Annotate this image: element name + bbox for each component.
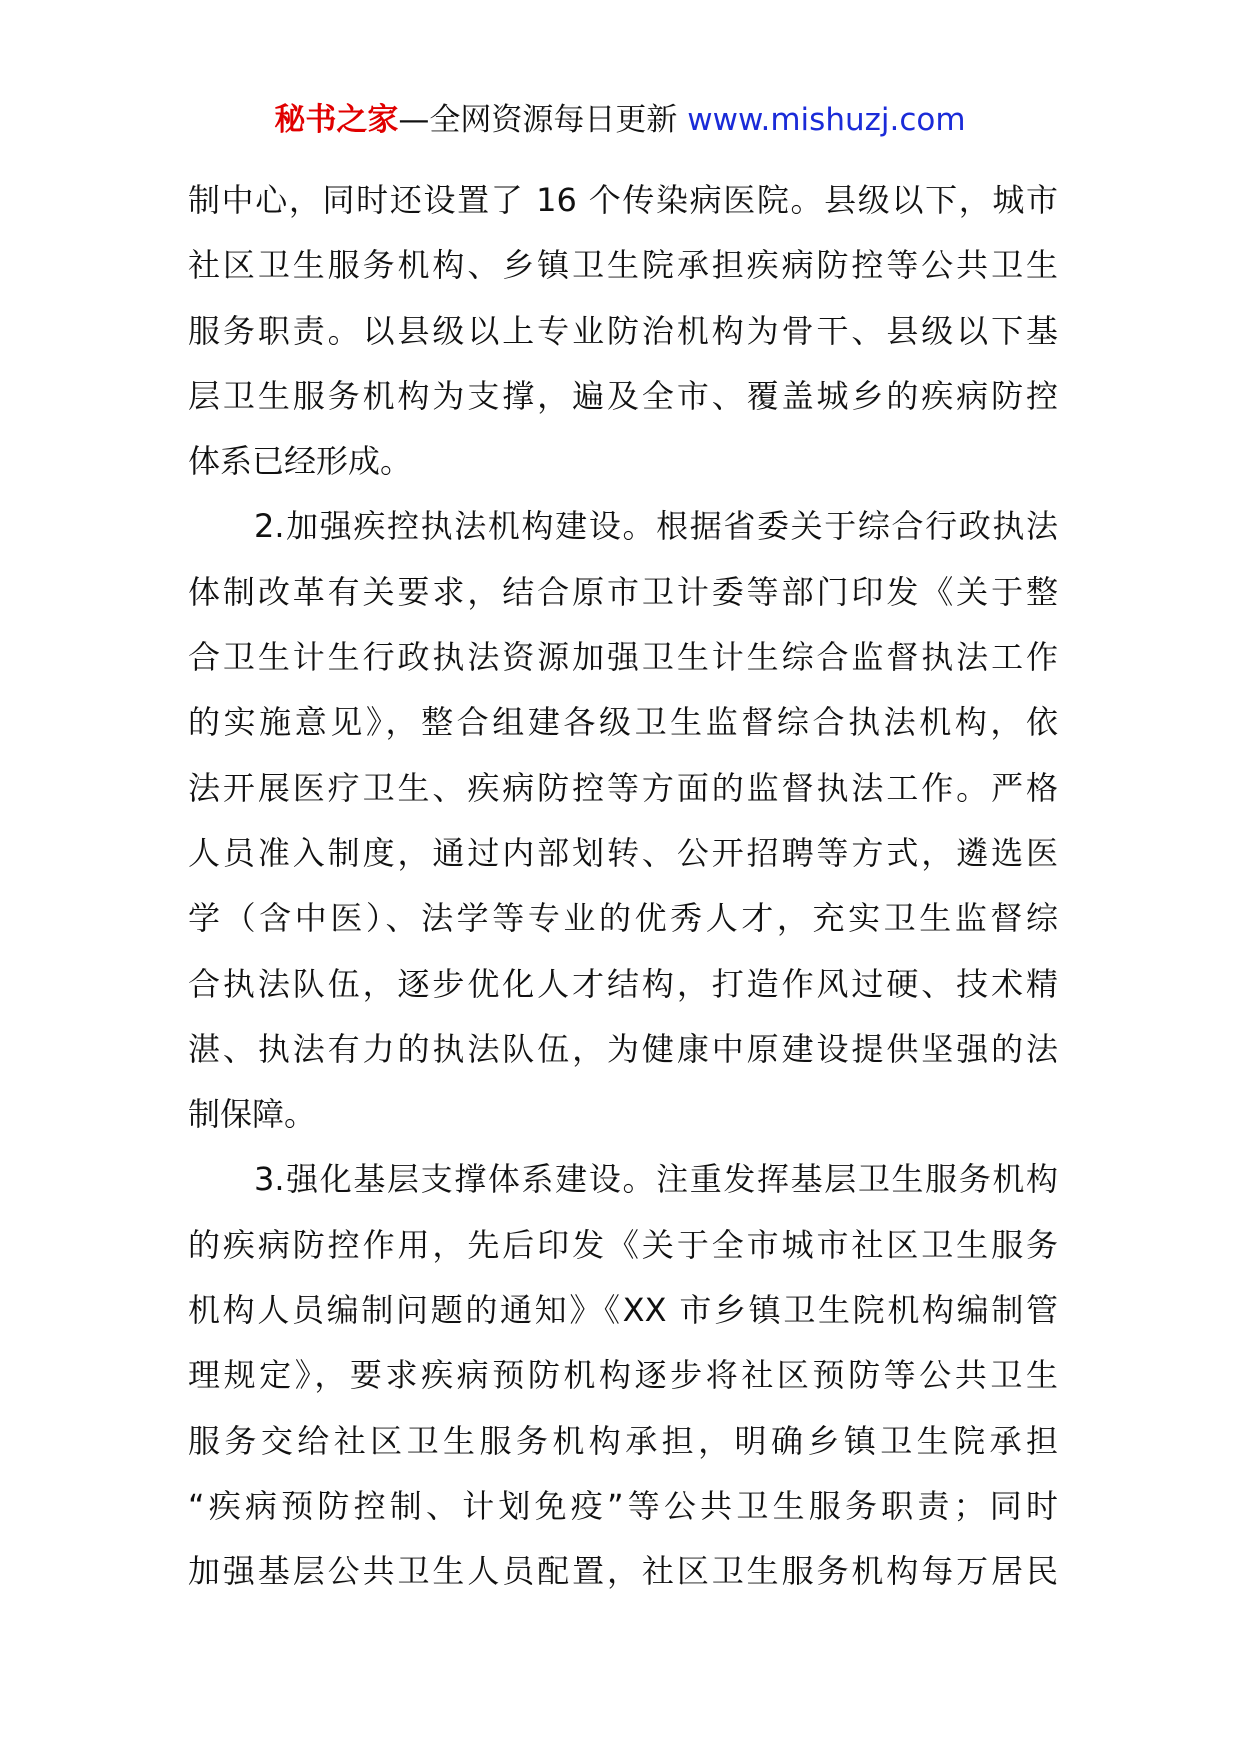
text-line: 层卫生服务机构为支撑，遍及全市、覆盖城乡的疾病防控: [188, 376, 1058, 415]
text-line: 社区卫生服务机构、乡镇卫生院承担疾病防控等公共卫生: [188, 246, 1058, 285]
body-text: [188, 168, 1058, 1605]
text-line: 合卫生计生行政执法资源加强卫生计生综合监督执法工作: [188, 638, 1058, 677]
text-line: “疾病预防控制、计划免疫”等公共卫生服务职责；同时: [188, 1486, 1058, 1525]
text-line: 法开展医疗卫生、疾病防控等方面的监督执法工作。严格: [188, 768, 1058, 807]
brand-name: 秘书之家: [274, 102, 399, 138]
text-line: 加强基层公共卫生人员配置，社区卫生服务机构每万居民: [188, 1552, 1058, 1591]
text-line: 的实施意见》，整合组建各级卫生监督综合执法机构，依: [188, 703, 1058, 742]
text-line: 服务交给社区卫生服务机构承担，明确乡镇卫生院承担: [188, 1421, 1058, 1460]
text-line: 的疾病防控作用，先后印发《关于全市城市社区卫生服务: [188, 1225, 1058, 1264]
text-line: 人员准入制度，通过内部划转、公开招聘等方式，遴选医: [188, 833, 1058, 872]
header-tagline: —全网资源每日更新: [398, 102, 678, 138]
site-url-link[interactable]: www.mishuzj.com: [687, 102, 966, 138]
text-line: 制保障。: [188, 1095, 317, 1134]
section-heading-line: 2.加强疾控执法机构建设。根据省委关于综合行政执法: [254, 507, 1058, 546]
text-line: 体制改革有关要求，结合原市卫计委等部门印发《关于整: [188, 572, 1058, 611]
text-line: 服务职责。以县级以上专业防治机构为骨干、县级以下基: [188, 311, 1058, 350]
text-line: 制中心，同时还设置了 16 个传染病医院。县级以下，城市: [188, 181, 1058, 219]
text-line: 体系已经形成。: [188, 442, 413, 481]
text-line: 湛、执法有力的执法队伍，为健康中原建设提供坚强的法: [188, 1029, 1058, 1068]
text-line: 机构人员编制问题的通知》《XX 市乡镇卫生院机构编制管: [188, 1291, 1058, 1330]
text-line: 学（含中医）、法学等专业的优秀人才，充实卫生监督综: [188, 899, 1058, 938]
text-line: 理规定》，要求疾病预防机构逐步将社区预防等公共卫生: [188, 1356, 1058, 1395]
section-heading-line: 3.强化基层支撑体系建设。注重发挥基层卫生服务机构: [254, 1160, 1058, 1199]
text-line: 合执法队伍，逐步优化人才结构，打造作风过硬、技术精: [188, 964, 1058, 1003]
page-header: [0, 98, 1240, 142]
